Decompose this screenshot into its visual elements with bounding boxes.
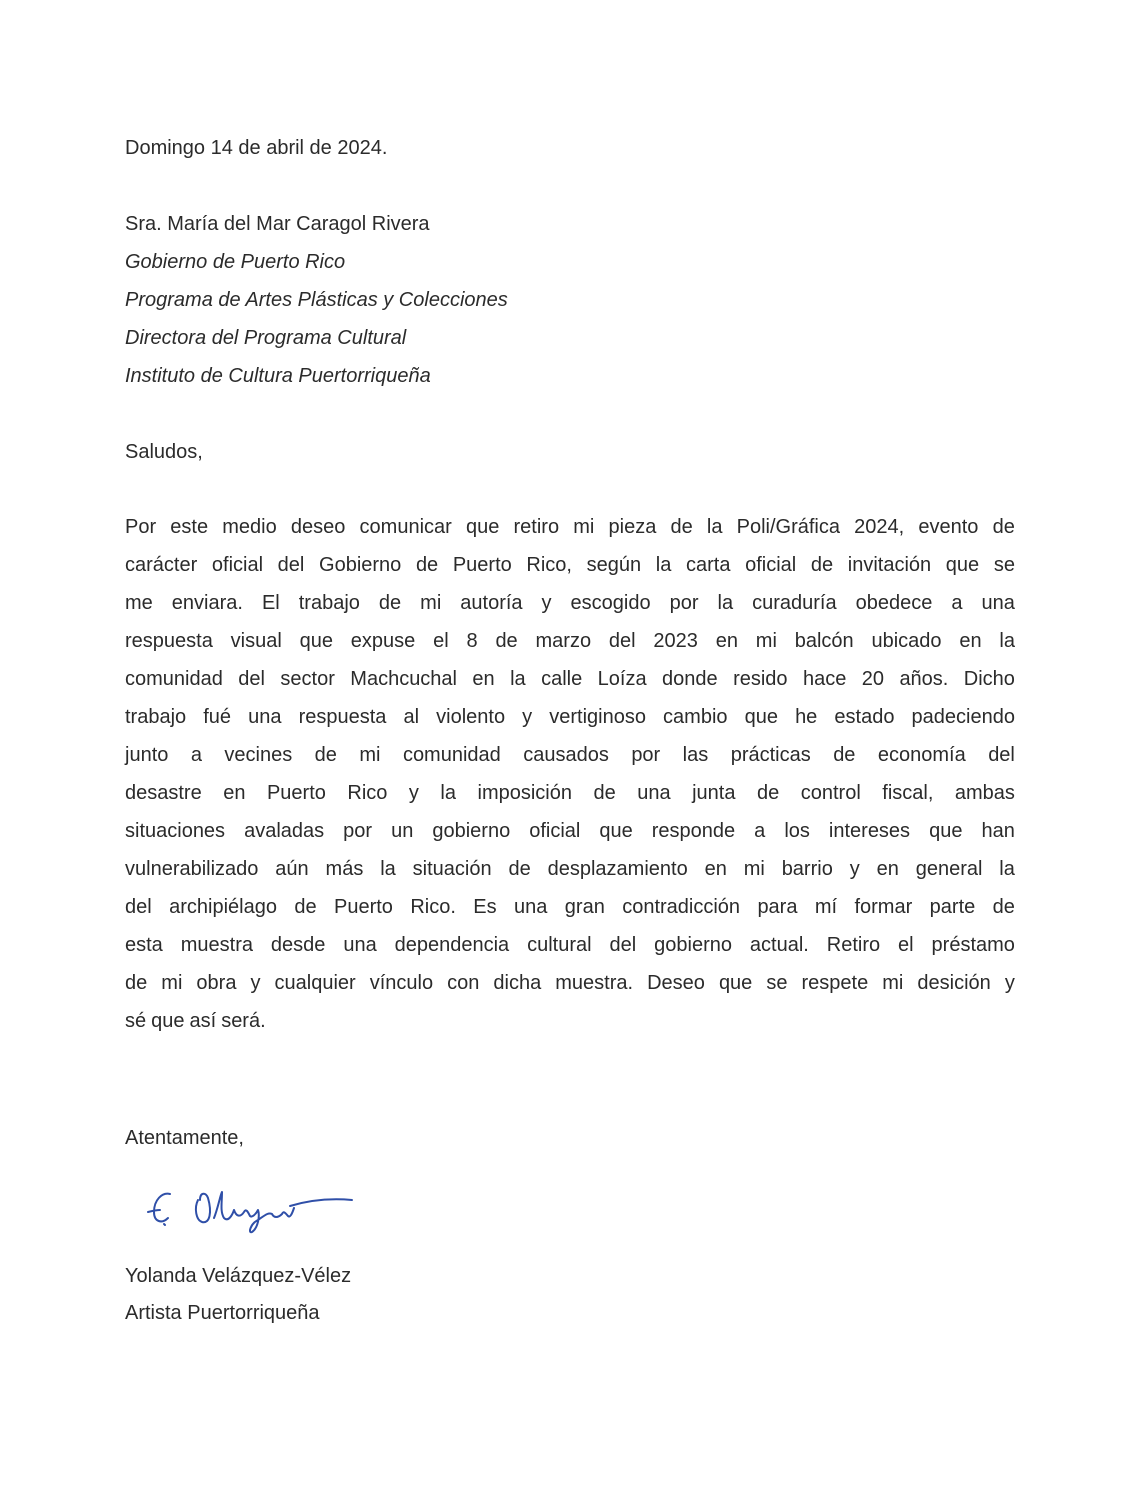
body-line: del archipiélago de Puerto Rico. Es una gran contradicción para mí formar parte de [125, 896, 1015, 918]
letter-date: Domingo 14 de abril de 2024. [125, 137, 388, 159]
recipient-line-1: Gobierno de Puerto Rico [125, 251, 346, 273]
recipient-line-3: Directora del Programa Cultural [125, 327, 407, 349]
signer-title: Artista Puertorriqueña [125, 1302, 320, 1324]
recipient-line-2: Programa de Artes Plásticas y Colecciones [125, 289, 508, 311]
body-line: esta muestra desde una dependencia cultural del gobierno actual. Retiro el préstamo [125, 934, 1015, 956]
body-line: vulnerabilizado aún más la situación de desplazamiento en mi barrio y en general la [125, 858, 1015, 880]
body-line: carácter oficial del Gobierno de Puerto Rico, según la carta oficial de invitación que se [125, 554, 1015, 576]
body-line: comunidad del sector Machcuchal en la calle Loíza donde resido hace 20 años. Dicho [125, 668, 1015, 690]
body-line: desastre en Puerto Rico y la imposición de una junta de control fiscal, ambas [125, 782, 1015, 804]
body-line: situaciones avaladas por un gobierno oficial que responde a los intereses que han [125, 820, 1015, 842]
recipient-line-4: Instituto de Cultura Puertorriqueña [125, 365, 431, 387]
body-line: respuesta visual que expuse el 8 de marzo del 2023 en mi balcón ubicado en la [125, 630, 1015, 652]
body-line: junto a vecines de mi comunidad causados por las prácticas de economía del [125, 744, 1015, 766]
recipient-name: Sra. María del Mar Caragol Rivera [125, 213, 430, 235]
body-line: me enviara. El trabajo de mi autoría y escogido por la curaduría obedece a una [125, 592, 1015, 614]
body-line: de mi obra y cualquier vínculo con dicha muestra. Deseo que se respete mi desición y [125, 972, 1015, 994]
greeting: Saludos, [125, 441, 203, 463]
signer-name: Yolanda Velázquez-Vélez [125, 1265, 352, 1287]
body-line: Por este medio deseo comunicar que retiro mi pieza de la Poli/Gráfica 2024, evento de [125, 516, 1015, 538]
body-line: trabajo fué una respuesta al violento y vertiginoso cambio que he estado padeciendo [125, 706, 1015, 728]
body-line: sé que así será. [125, 1010, 266, 1032]
closing: Atentamente, [125, 1127, 244, 1149]
handwritten-signature [140, 1178, 360, 1238]
letter-body [125, 515, 1015, 1047]
